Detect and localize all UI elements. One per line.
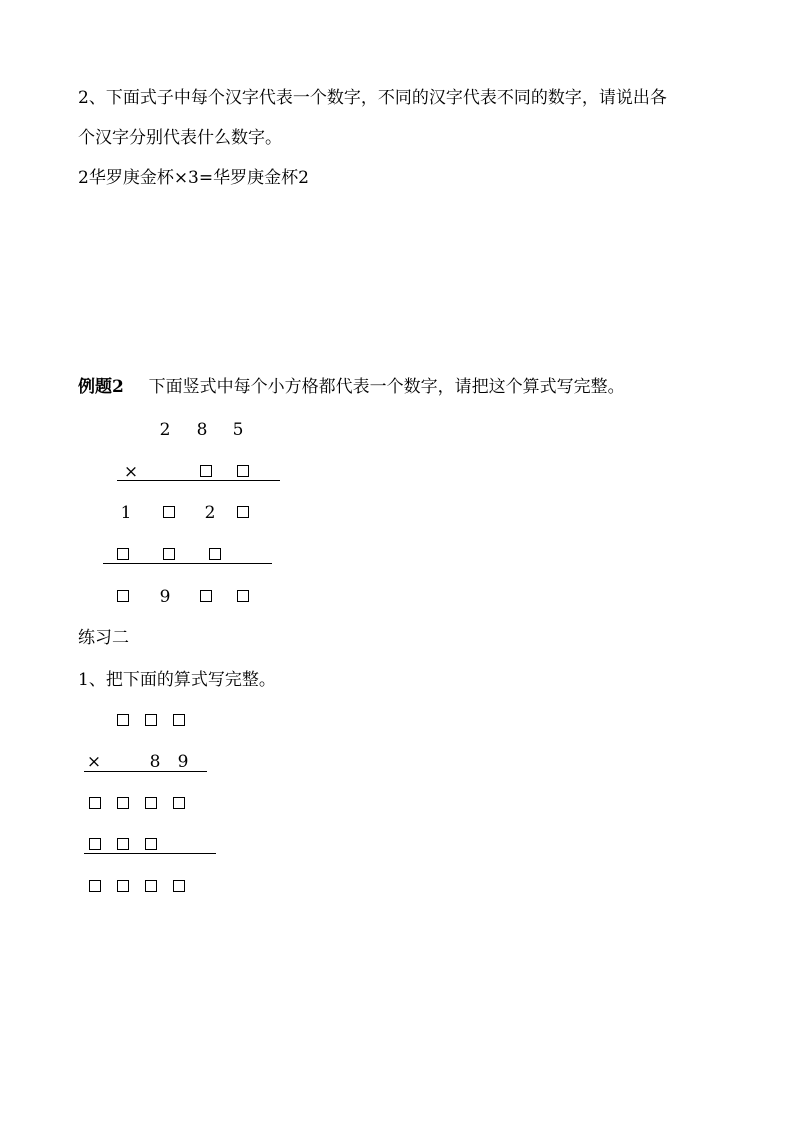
blank-box[interactable] <box>200 465 212 477</box>
blank-box[interactable] <box>200 590 212 602</box>
example2-label: 例题2 <box>78 377 124 397</box>
divider-line <box>103 563 272 564</box>
blank-box[interactable] <box>117 797 129 809</box>
digit: 9 <box>177 752 189 772</box>
blank-box[interactable] <box>173 797 185 809</box>
blank-box[interactable] <box>89 838 101 850</box>
digit: 8 <box>196 420 208 440</box>
practice2-title: 练习二 <box>78 628 129 648</box>
blank-box[interactable] <box>163 506 175 518</box>
blank-box[interactable] <box>237 590 249 602</box>
blank-box[interactable] <box>237 506 249 518</box>
blank-box[interactable] <box>89 797 101 809</box>
blank-box[interactable] <box>209 548 221 560</box>
example2-heading <box>78 377 625 397</box>
blank-box[interactable] <box>163 548 175 560</box>
divider-line <box>117 480 280 481</box>
divider-line <box>84 771 207 772</box>
problem2-equation: 2华罗庚金杯×3=华罗庚金杯2 <box>78 168 309 188</box>
blank-box[interactable] <box>89 880 101 892</box>
digit: 5 <box>232 420 244 440</box>
blank-box[interactable] <box>173 714 185 726</box>
digit: 2 <box>159 420 171 440</box>
practice2-q1: 1、把下面的算式写完整。 <box>78 670 276 690</box>
blank-box[interactable] <box>117 714 129 726</box>
times-sign: × <box>123 462 139 482</box>
blank-box[interactable] <box>237 465 249 477</box>
divider-line <box>84 853 216 854</box>
problem2-line1: 2、下面式子中每个汉字代表一个数字，不同的汉字代表不同的数字，请说出各 <box>78 88 667 108</box>
blank-box[interactable] <box>145 797 157 809</box>
blank-box[interactable] <box>145 880 157 892</box>
digit: 1 <box>120 503 132 523</box>
blank-box[interactable] <box>117 590 129 602</box>
blank-box[interactable] <box>117 548 129 560</box>
digit: 9 <box>159 587 171 607</box>
example2-text: 下面竖式中每个小方格都代表一个数字，请把这个算式写完整。 <box>148 377 625 397</box>
blank-box[interactable] <box>117 838 129 850</box>
blank-box[interactable] <box>117 880 129 892</box>
problem2-line2: 个汉字分别代表什么数字。 <box>78 128 282 148</box>
digit: 2 <box>204 503 216 523</box>
times-sign: × <box>86 752 102 772</box>
blank-box[interactable] <box>145 838 157 850</box>
digit: 8 <box>149 752 161 772</box>
blank-box[interactable] <box>173 880 185 892</box>
blank-box[interactable] <box>145 714 157 726</box>
